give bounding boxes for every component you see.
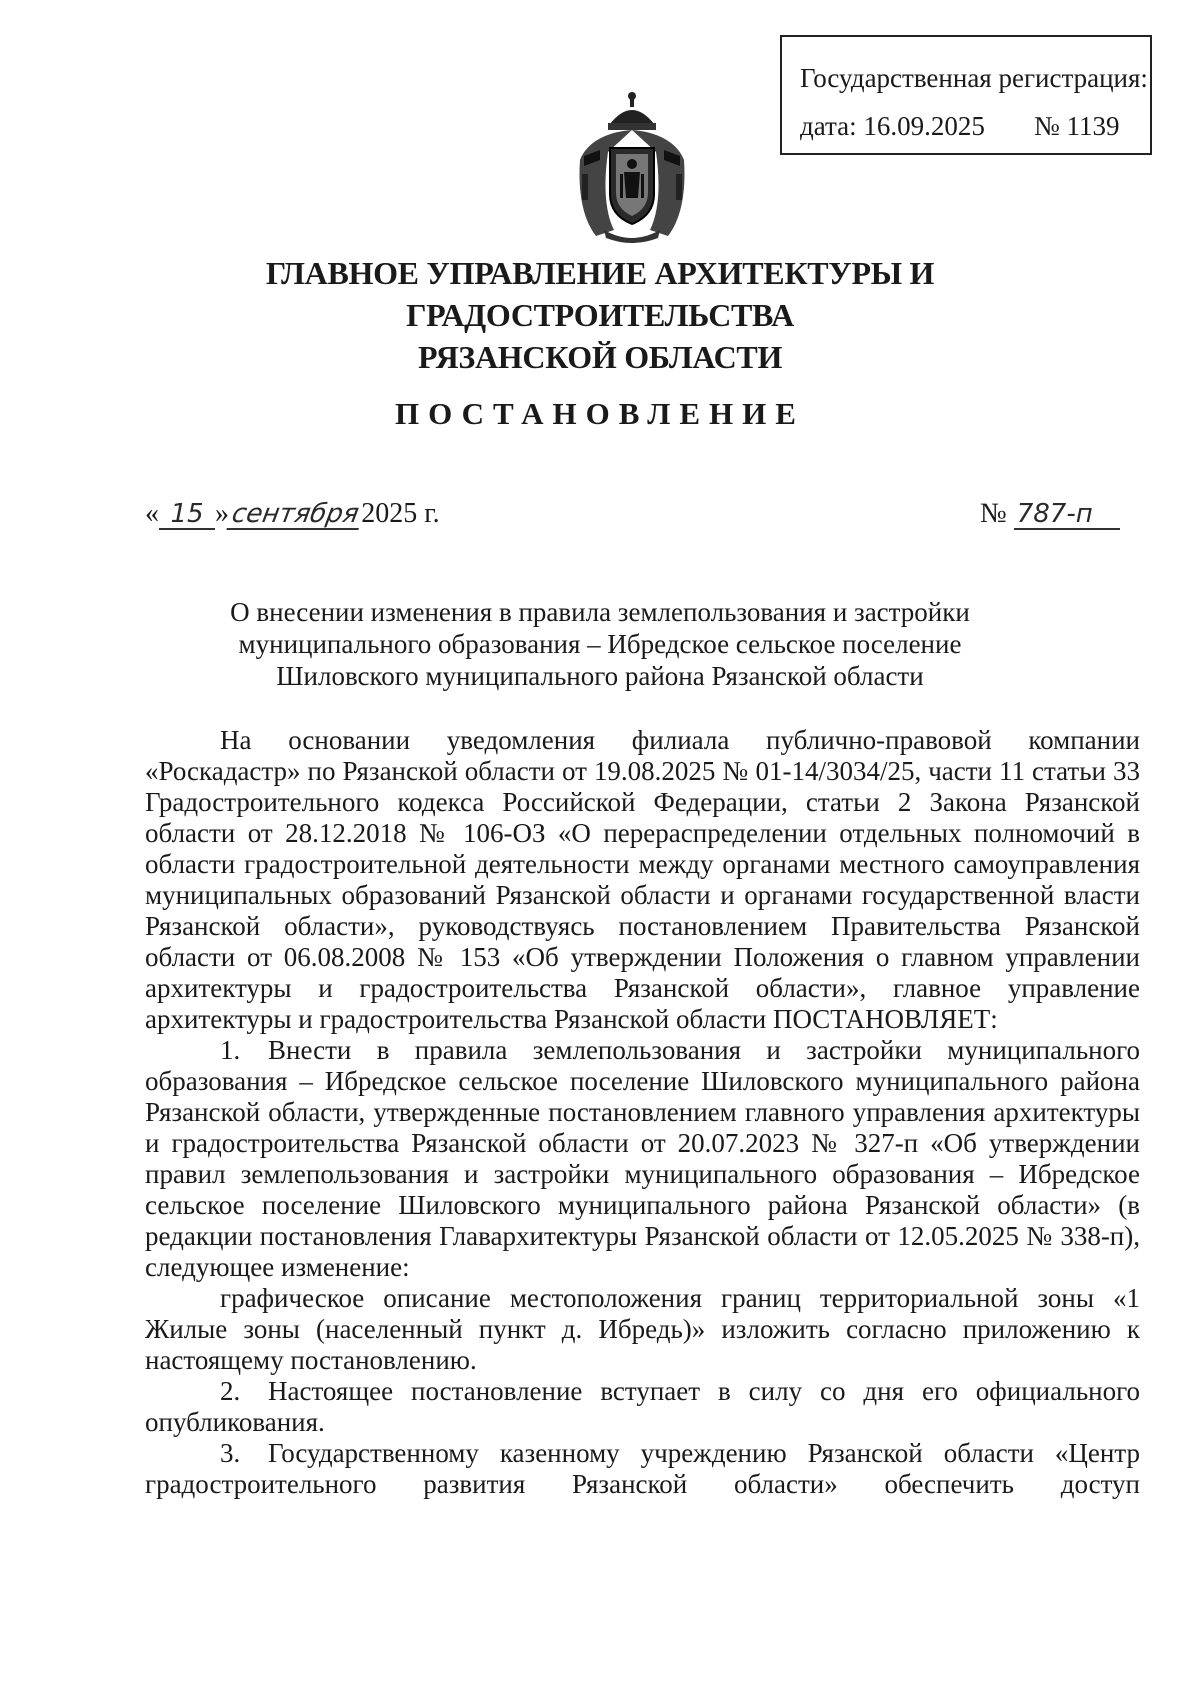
date-year: 2025 г. (361, 498, 440, 529)
handwritten-day: 15 (159, 501, 215, 530)
handwritten-number: 787-п (1014, 501, 1120, 530)
document-body (145, 725, 1140, 1500)
document-date (145, 498, 440, 530)
document-type: ПОСТАНОВЛЕНИЕ (395, 396, 805, 431)
item-2-paragraph (145, 1376, 1140, 1438)
item-1-paragraph (145, 1035, 1140, 1283)
item-1-text: Внести в правила землепользования и застройки муниципального образования – Ибредское сельское поселение Шиловского муниципального района Рязанской области, утвержденные постановлением главного управления архитектуры и градостроительства Рязанской области от 20.07.2023 № 327-п «Об утверждении правил землепользования и застройки муниципального образования – Ибредское сельское поселение Шиловского муниципального района Рязанской области» (в редакции постановления Главархитектуры Рязанской области от 12.05.2025 № 338-п), следующее изменение: (145, 1035, 1140, 1282)
item-1-continuation-paragraph: графическое описание местоположения границ территориальной зоны «1 Жилые зоны (населенный пункт д. Ибредь)» изложить согласно приложению к настоящему постановлению. (145, 1283, 1140, 1375)
item-3-number: 3. (220, 1438, 241, 1468)
registration-title: Государственная регистрация: (800, 63, 1148, 93)
subject-line-1: О внесении изменения в правила землепользования и застройки (230, 597, 970, 627)
handwritten-month: сентября (226, 501, 363, 530)
item-1-number: 1. (220, 1035, 241, 1065)
document-number (980, 498, 1120, 530)
organization-title-line-1: ГЛАВНОЕ УПРАВЛЕНИЕ АРХИТЕКТУРЫ И ГРАДОСТРОИТЕЛЬСТВА (265, 255, 935, 333)
date-close-quote: » (215, 498, 229, 529)
subject-line-3: Шиловского муниципального района Рязанской области (276, 661, 924, 691)
date-open-quote: « (145, 498, 159, 529)
registration-number: № 1139 (1034, 111, 1120, 141)
organization-title (100, 252, 1100, 378)
organization-title-line-2: РЯЗАНСКОЙ ОБЛАСТИ (417, 339, 783, 375)
preamble-paragraph: На основании уведомления филиала публично-правовой компании «Роскадастр» по Рязанской области от 19.08.2025 № 01-14/3034/25, части 11 статьи 33 Градостроительного кодекса Российской Федерации, статьи 2 Закона Рязанской области от 28.12.2018 № 106-ОЗ «О перераспределении отдельных полномочий в области градостроительной деятельности между органами местного самоуправления муниципальных образований Рязанской области и органами государственной власти Рязанской области», руководствуясь постановлением Правительства Рязанской области от 06.08.2008 № 153 «Об утверждении Положения о главном управлении архитектуры и градостроительства Рязанской области», главное управление архитектуры и градостроительства Рязанской области ПОСТАНОВЛЯЕТ: (145, 725, 1140, 1034)
coat-of-arms-icon (574, 90, 690, 246)
item-2-text: Настоящее постановление вступает в силу со дня его официального опубликования. (145, 1376, 1140, 1437)
item-3-paragraph (145, 1438, 1140, 1500)
number-label: № (980, 498, 1007, 529)
document-subject (200, 596, 1000, 692)
item-2-number: 2. (220, 1376, 241, 1406)
item-3-text: Государственному казенному учреждению Рязанской области «Центр градостроительного развития Рязанской области» обеспечить доступ (145, 1438, 1140, 1499)
subject-line-2: муниципального образования – Ибредское сельское поселение (238, 629, 962, 659)
registration-date: дата: 16.09.2025 (800, 111, 985, 141)
registration-box (780, 35, 1152, 155)
